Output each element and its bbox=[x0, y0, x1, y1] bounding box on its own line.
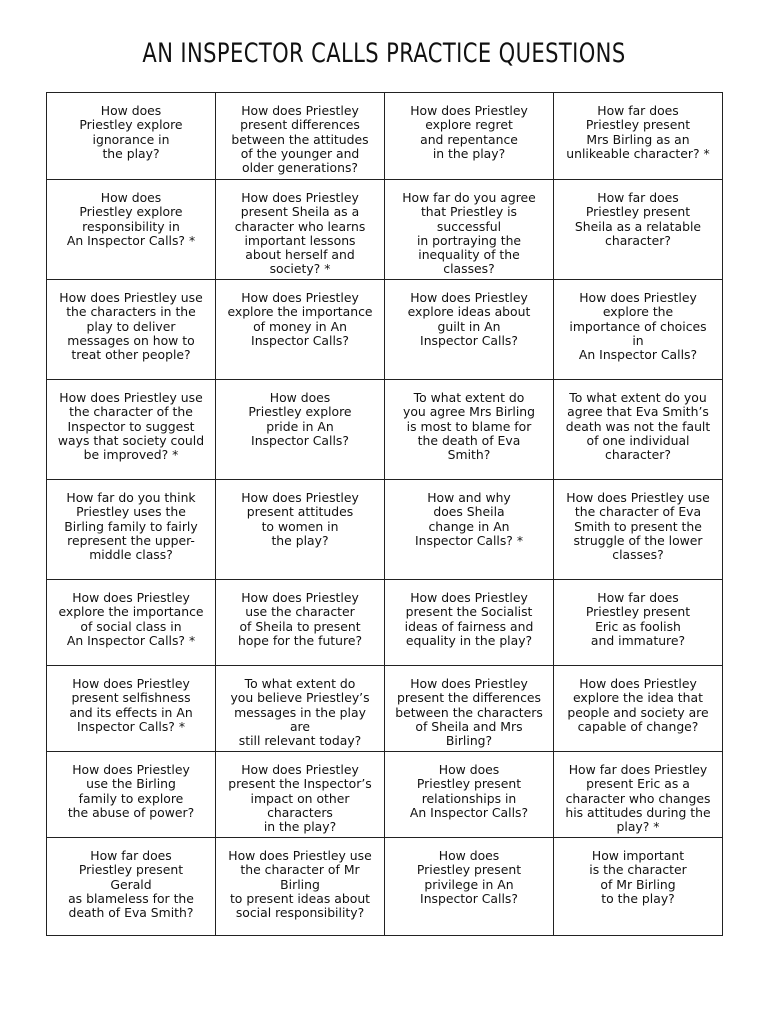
question-cell bbox=[216, 480, 385, 580]
question-cell bbox=[216, 93, 385, 180]
question-text: How far does Priestley present Sheila as a relatable character? bbox=[574, 190, 702, 248]
question-cell bbox=[385, 180, 554, 280]
question-cell bbox=[385, 580, 554, 666]
page-title: AN INSPECTOR CALLS PRACTICE QUESTIONS bbox=[142, 38, 626, 69]
question-text: How does Priestley present relationships in An Inspector Calls? bbox=[409, 762, 529, 820]
grid-row bbox=[47, 480, 723, 580]
grid-row bbox=[47, 93, 723, 180]
question-cell bbox=[216, 752, 385, 838]
question-text: How and why does Sheila change in An Inspector Calls? * bbox=[414, 490, 524, 548]
question-text: How does Priestley use the character of Sheila to present hope for the future? bbox=[237, 590, 363, 648]
question-cell bbox=[554, 480, 723, 580]
grid-row bbox=[47, 666, 723, 752]
question-cell bbox=[385, 838, 554, 936]
question-text: How does Priestley present selfishness and its effects in An Inspector Calls? * bbox=[69, 676, 193, 734]
question-text: How does Priestley explore responsibility in An Inspector Calls? * bbox=[66, 190, 196, 248]
question-cell bbox=[385, 380, 554, 480]
question-cell bbox=[385, 93, 554, 180]
grid-row bbox=[47, 180, 723, 280]
grid-row bbox=[47, 380, 723, 480]
question-cell bbox=[47, 666, 216, 752]
question-cell bbox=[554, 838, 723, 936]
question-text: How far does Priestley present Gerald as blameless for the death of Eva Smith? bbox=[68, 848, 194, 921]
question-cell bbox=[554, 666, 723, 752]
question-text: How far does Priestley present Mrs Birling as an unlikeable character? * bbox=[566, 103, 710, 161]
question-text: How does Priestley use the characters in the play to deliver messages on how to treat other people? bbox=[59, 290, 203, 363]
question-cell bbox=[385, 480, 554, 580]
question-text: How does Priestley use the character of Eva Smith to present the struggle of the lower classes? bbox=[566, 490, 710, 563]
question-text: How does Priestley explore the importance of money in An Inspector Calls? bbox=[227, 290, 373, 348]
question-cell bbox=[216, 180, 385, 280]
question-cell bbox=[47, 180, 216, 280]
question-cell bbox=[554, 93, 723, 180]
question-cell bbox=[216, 280, 385, 380]
question-cell bbox=[47, 580, 216, 666]
question-cell bbox=[385, 280, 554, 380]
question-text: How does Priestley explore ignorance in the play? bbox=[79, 103, 183, 161]
question-text: How does Priestley explore the importance of choices in An Inspector Calls? bbox=[569, 290, 707, 363]
question-text: How does Priestley explore ideas about guilt in An Inspector Calls? bbox=[407, 290, 531, 348]
question-cell bbox=[216, 838, 385, 936]
question-text: How does Priestley present Sheila as a character who learns important lessons about herself and society? * bbox=[234, 190, 366, 277]
question-cell bbox=[554, 380, 723, 480]
question-text: How does Priestley present the differences between the characters of Sheila and Mrs Birling? bbox=[395, 676, 543, 749]
question-text: How does Priestley explore the importance of social class in An Inspector Calls? * bbox=[58, 590, 204, 648]
question-cell bbox=[554, 752, 723, 838]
question-text: To what extent do you believe Priestley’s messages in the play are still relevant today? bbox=[230, 676, 370, 749]
question-cell bbox=[216, 666, 385, 752]
question-cell bbox=[385, 752, 554, 838]
question-text: How important is the character of Mr Birling to the play? bbox=[589, 848, 687, 906]
question-text: How does Priestley present privilege in An Inspector Calls? bbox=[416, 848, 522, 906]
question-text: How does Priestley use the Birling family to explore the abuse of power? bbox=[67, 762, 195, 820]
question-cell bbox=[385, 666, 554, 752]
grid-row bbox=[47, 280, 723, 380]
grid-row bbox=[47, 580, 723, 666]
question-cell bbox=[554, 580, 723, 666]
question-cell bbox=[216, 580, 385, 666]
question-cell bbox=[554, 180, 723, 280]
question-text: How does Priestley present the Socialist ideas of fairness and equality in the play? bbox=[404, 590, 534, 648]
question-cell bbox=[216, 380, 385, 480]
questions-grid bbox=[46, 92, 723, 936]
question-cell bbox=[554, 280, 723, 380]
question-text: How far does Priestley present Eric as a character who changes his attitudes during the play? * bbox=[565, 762, 711, 835]
question-text: How does Priestley use the character of the Inspector to suggest ways that society could be improved? * bbox=[57, 390, 205, 463]
question-text: How far does Priestley present Eric as foolish and immature? bbox=[585, 590, 691, 648]
question-text: How does Priestley present the Inspector’s impact on other characters in the play? bbox=[228, 762, 372, 835]
question-text: How does Priestley explore the idea that people and society are capable of change? bbox=[567, 676, 709, 734]
question-text: To what extent do you agree Mrs Birling is most to blame for the death of Eva Smith? bbox=[403, 390, 535, 463]
question-text: How does Priestley present differences between the attitudes of the younger and older generations? bbox=[231, 103, 369, 176]
question-text: How far do you think Priestley uses the Birling family to fairly represent the upper- middle class? bbox=[64, 490, 198, 563]
question-text: How does Priestley present attitudes to women in the play? bbox=[241, 490, 359, 548]
question-text: How does Priestley explore pride in An Inspector Calls? bbox=[248, 390, 352, 448]
question-text: How does Priestley explore regret and repentance in the play? bbox=[410, 103, 528, 161]
question-cell bbox=[47, 93, 216, 180]
question-cell bbox=[47, 480, 216, 580]
grid-row bbox=[47, 838, 723, 936]
question-cell bbox=[47, 838, 216, 936]
grid-row bbox=[47, 752, 723, 838]
question-cell bbox=[47, 380, 216, 480]
question-cell bbox=[47, 752, 216, 838]
question-text: How far do you agree that Priestley is successful in portraying the inequality of the classes? bbox=[402, 190, 536, 277]
question-text: To what extent do you agree that Eva Smith’s death was not the fault of one individual character? bbox=[565, 390, 711, 463]
question-text: How does Priestley use the character of Mr Birling to present ideas about social responsibility? bbox=[228, 848, 372, 921]
question-cell bbox=[47, 280, 216, 380]
